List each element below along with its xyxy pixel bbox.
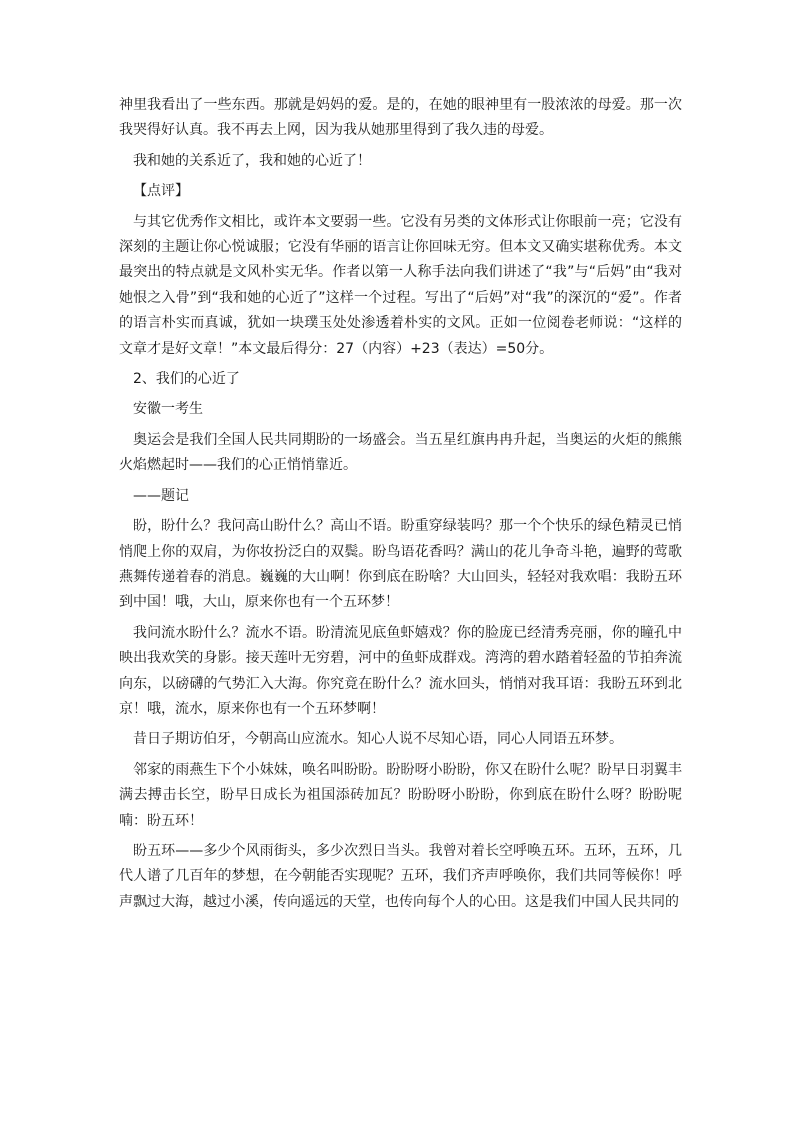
paragraph-rings: 盼五环——多少个风雨街头，多少次烈日当头。我曾对着长空呼唤五环。五环，五环，几代人谱了几百年的梦想，在今朝能否实现呢？五环，我们齐声呼唤你，我们共同等候你！呼声飘过大海，越过小溪，传向遥远的天堂，也传向每个人的心田。这是我们中国人民共同的: [119, 842, 682, 910]
essay-author: 安徽一考生: [133, 401, 203, 418]
paragraph-mountain: 盼，盼什么？我问高山盼什么？高山不语。盼重穿绿装吗？那一个个快乐的绿色精灵已悄悄爬上你的双肩，为你妆扮泛白的双鬓。盼鸟语花香吗？满山的花儿争奇斗艳，遍野的莺歌燕舞传递着春的消息。巍巍的大山啊！你到底在盼啥？大山回头，轻轻对我欢唱：我盼五环到中国！哦，大山，原来你也有一个五环梦！: [119, 518, 682, 611]
document-body: [119, 93, 682, 915]
paragraph-swallow: 邻家的雨燕生下个小妹妹，唤名叫盼盼。盼盼呀小盼盼，你又在盼什么呢？盼早日羽翼丰满去搏击长空，盼早日成长为祖国添砖加瓦？盼盼呀小盼盼，你到底在盼什么呀？盼盼呢喃：盼五环！: [119, 761, 682, 829]
paragraph-review: 与其它优秀作文相比，或许本文要弱一些。它没有另类的文体形式让你眼前一亮；它没有深刻的主题让你心悦诚服；它没有华丽的语言让你回味无穷。但本文又确实堪称优秀。本文最突出的特点就是文风朴实无华。作者以第一人称手法向我们讲述了“我”与“后妈”由“我对她恨之入骨”到“我和她的心近了”这样一个过程。写出了“后妈”对“我”的深沉的“爱”。作者的语言朴实而真诚，犹如一块璞玉处处渗透着朴实的文风。正如一位阅卷老师说：“这样的文章才是好文章！”本文最后得分：27（内容）+23（表达）=50分。: [119, 213, 682, 357]
epigraph: 奥运会是我们全国人民共同期盼的一场盛会。当五星红旗冉冉升起，当奥运的火炬的熊熊火焰燃起时——我们的心正悄悄靠近。: [119, 431, 682, 474]
section-heading-review: 【点评】: [133, 183, 189, 200]
paragraph-friends: 昔日子期访伯牙，今朝高山应流水。知心人说不尽知心语，同心人同语五环梦。: [133, 731, 623, 748]
essay-title: 2、我们的心近了: [133, 371, 240, 388]
paragraph-1: 神里我看出了一些东西。那就是妈妈的爱。是的，在她的眼神里有一股浓浓的母爱。那一次我哭得好认真。我不再去上网，因为我从她那里得到了我久违的母爱。: [119, 97, 682, 139]
paragraph-2: 我和她的关系近了，我和她的心近了！: [133, 152, 371, 169]
epigraph-label: ——题记: [133, 487, 189, 504]
paragraph-water: 我问流水盼什么？流水不语。盼清流见底鱼虾嬉戏？你的脸庞已经清秀亮丽，你的瞳孔中映出我欢笑的身影。接天莲叶无穷碧，河中的鱼虾成群戏。湾湾的碧水踏着轻盈的节拍奔流向东，以磅礴的气势汇入大海。你究竟在盼什么？流水回头，悄悄对我耳语：我盼五环到北京！哦，流水，原来你也有一个五环梦啊！: [119, 624, 682, 717]
